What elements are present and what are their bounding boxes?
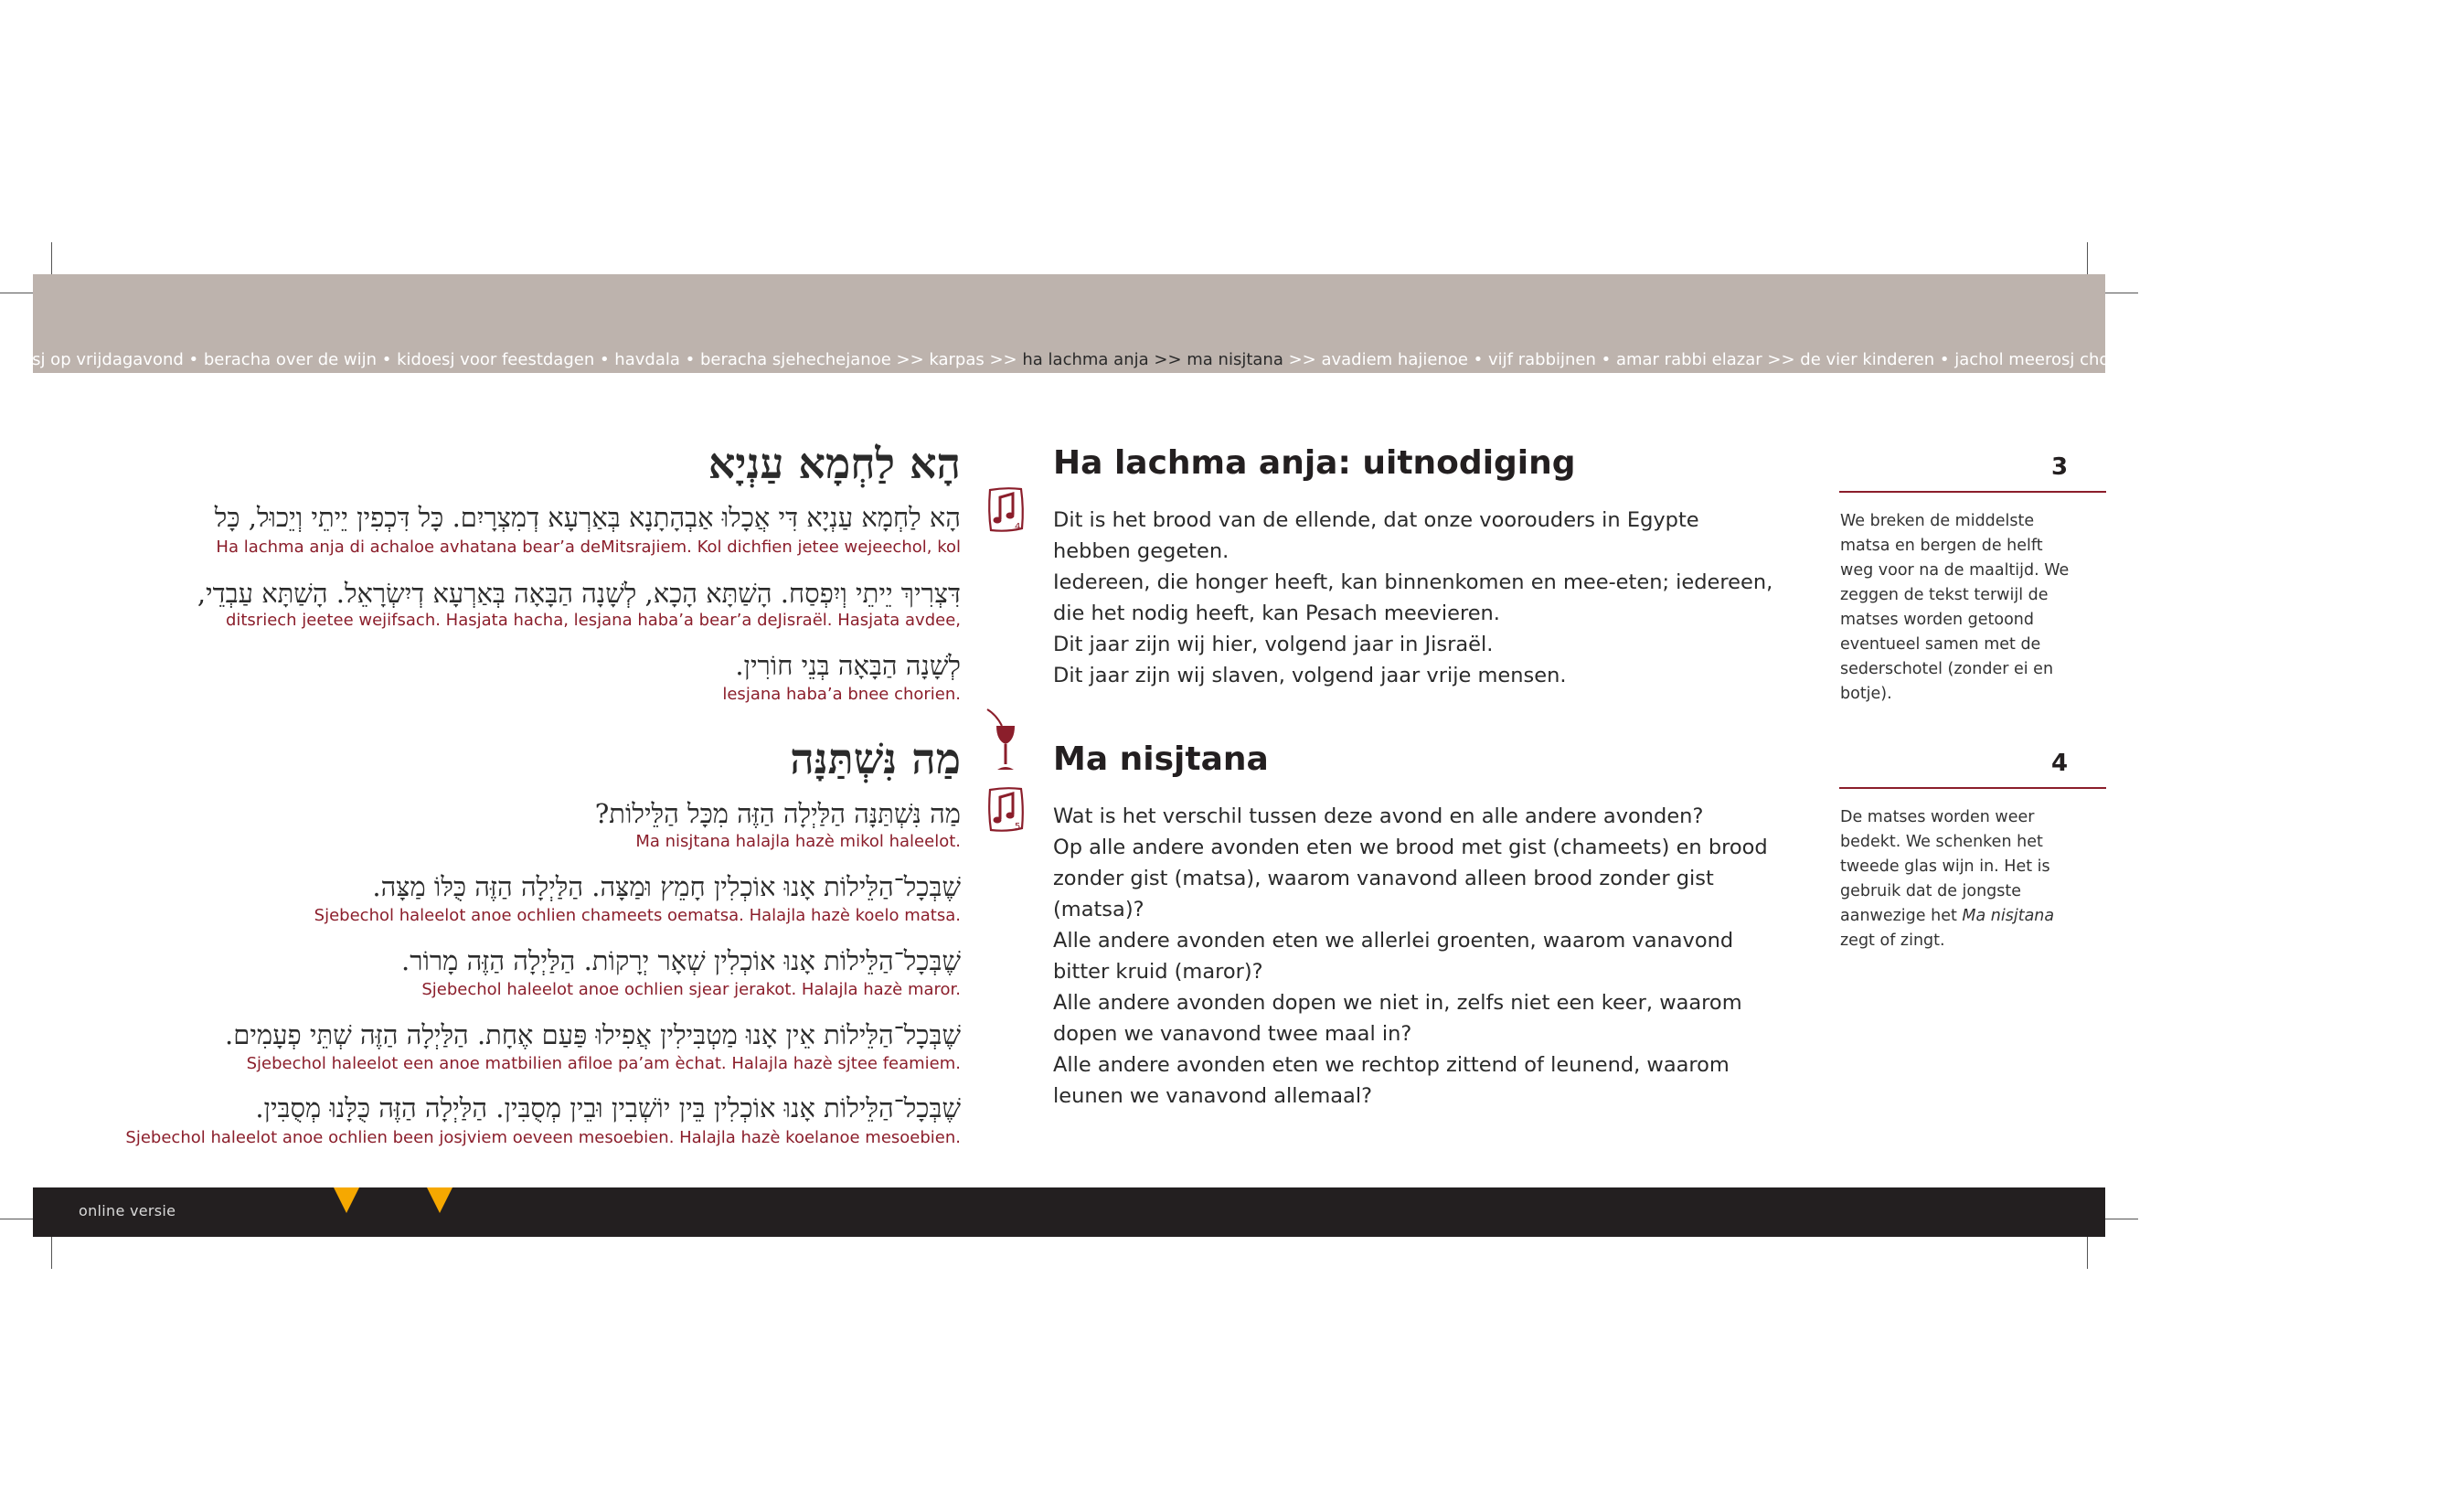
paragraph-line: Alle andere avonden eten we rechtop zittend of leunend, waarom leunen we vanavond allemaal? bbox=[1053, 1053, 1730, 1108]
hebrew-line: הָא לַחְמָא עַנְיָא דִּי אֲכָלוּ אַבְהָתָנָא בְּאַרְעָא דְמִצְרָיִם. כָּל דִּכְפִין יֵיתֵי וְיֵכוּל, כָּל bbox=[214, 502, 961, 533]
icon-number: 4 bbox=[1015, 522, 1021, 532]
paragraph-line: Wat is het verschil tussen deze avond en alle andere avonden? bbox=[1053, 804, 1704, 828]
section-title-2: Ma nisjtana bbox=[1053, 740, 1269, 778]
crop-mark bbox=[51, 1237, 52, 1269]
hebrew-title-1: הָא לַחְמָא עַנְיָא bbox=[708, 439, 961, 488]
transliteration-line: Sjebechol haleelot anoe ochlien sjear jerakot. Halajla hazè maror. bbox=[421, 980, 961, 999]
page-marker-left[interactable] bbox=[334, 1187, 359, 1213]
breadcrumb-previous[interactable]: esj op vrijdagavond • beracha over de wijn • kidoesj voor feestdagen • havdala • beracha sjehechejanoe >> karpas >> bbox=[22, 350, 1023, 369]
paragraph-line: Op alle andere avonden eten we brood met gist (chameets) en brood zonder gist (matsa), waarom vanavond alleen brood zonder gist (matsa)? bbox=[1053, 836, 1768, 921]
breadcrumb-current-1[interactable]: ha lachma anja bbox=[1022, 350, 1149, 369]
page-marker-right[interactable] bbox=[427, 1187, 452, 1213]
hebrew-line: שֶׁבְּכָל־הַלֵּילוֹת אָנוּ אוֹכְלִין חָמֵץ וּמַצָּה. הַלַּיְלָה הַזֶּה כֻּלּוֹ מַצָּה. bbox=[372, 871, 961, 902]
footer-bar bbox=[33, 1187, 2105, 1237]
hebrew-title-2: מַה נִּשְׁתַּנָּה bbox=[790, 734, 961, 783]
paragraph-line: Dit jaar zijn wij slaven, volgend jaar vrije mensen. bbox=[1053, 664, 1567, 687]
transliteration-line: ditsriech jeetee wejifsach. Hasjata hacha, lesjana haba’a bear’a deJisraël. Hasjata avdee, bbox=[225, 611, 961, 630]
section-title-1: Ha lachma anja: uitnodiging bbox=[1053, 444, 1576, 482]
music-note-icon[interactable] bbox=[985, 784, 1027, 836]
side-note-text: zegt of zingt. bbox=[1840, 932, 1945, 950]
hebrew-line: דִּצְרִיךְ יֵיתֵי וְיִפְסַח. הָשַׁתָּא הָכָא, לְשָׁנָה הַבָּאָה בְּאַרְעָא דְיִשְׂרָאֵל. הָשַׁתָּא עַבְדֵי, bbox=[197, 578, 961, 609]
paragraph-2 bbox=[1053, 801, 1775, 1112]
wine-glass-icon bbox=[984, 706, 1029, 779]
hebrew-line: מַה נִּשְׁתַּנָּה הַלַּיְלָה הַזֶּה מִכָּל הַלֵּילוֹת? bbox=[594, 798, 961, 829]
page-number-4: 4 bbox=[2051, 750, 2069, 777]
transliteration-line: Ma nisjtana halajla hazè mikol haleelot. bbox=[635, 832, 961, 851]
divider bbox=[1839, 491, 2106, 493]
page-number-3: 3 bbox=[2051, 453, 2069, 481]
music-note-icon[interactable] bbox=[985, 484, 1027, 536]
hebrew-line: שֶׁבְּכָל־הַלֵּילוֹת אֵין אָנוּ מַטְבִּילִין אֲפִילוּ פַּעַם אֶחָת. הַלַּיְלָה הַזֶּה שְׁתֵּי פְעָמִים. bbox=[225, 1019, 961, 1050]
side-note-italic: Ma nisjtana bbox=[1962, 907, 2055, 925]
divider bbox=[1839, 787, 2106, 789]
side-note-text: De matses worden weer bedekt. We schenken het tweede glas wijn in. Het is gebruik dat de jongste aanwezige het bbox=[1840, 808, 2050, 925]
paragraph-line: Dit jaar zijn wij hier, volgend jaar in Jisraël. bbox=[1053, 633, 1494, 656]
breadcrumb bbox=[22, 349, 2459, 371]
hebrew-line: שֶׁבְּכָל־הַלֵּילוֹת אָנוּ אוֹכְלִין שְׁאָר יְרָקוֹת. הַלַּיְלָה הַזֶּה מָרוֹר. bbox=[401, 945, 961, 976]
breadcrumb-separator: >> bbox=[1148, 350, 1187, 369]
paragraph-line: Alle andere avonden dopen we niet in, zelfs niet een keer, waarom dopen we vanavond twee maal in? bbox=[1053, 991, 1742, 1046]
icon-number: 5 bbox=[1015, 822, 1021, 832]
breadcrumb-next[interactable]: >> avadiem hajienoe • vijf rabbijnen • amar rabbi elazar >> de vier kinderen • jachol meerosj chodesj • het vijfde kind >> mitchila ovdee > bbox=[1283, 350, 2459, 369]
transliteration-line: Sjebechol haleelot anoe ochlien chameets oematsa. Halajla hazè koelo matsa. bbox=[314, 906, 961, 925]
paragraph-line: Alle andere avonden eten we allerlei groenten, waarom vanavond bitter kruid (maror)? bbox=[1053, 929, 1734, 984]
transliteration-line: Sjebechol haleelot een anoe matbilien afiloe pa’am èchat. Halajla hazè sjtee feamiem. bbox=[246, 1054, 961, 1073]
paragraph-1 bbox=[1053, 505, 1775, 691]
crop-mark bbox=[2087, 1237, 2088, 1269]
transliteration-line: Sjebechol haleelot anoe ochlien been josjviem oeveen mesoebien. Halajla hazè koelanoe mesoebien. bbox=[125, 1128, 961, 1147]
hebrew-line: לְשָׁנָה הַבָּאָה בְּנֵי חוֹרִין. bbox=[735, 650, 961, 681]
transliteration-line: lesjana haba’a bnee chorien. bbox=[722, 685, 961, 704]
transliteration-line: Ha lachma anja di achaloe avhatana bear’a deMitsrajiem. Kol dichfien jetee wejeechol, kol bbox=[216, 538, 961, 557]
footer-label: online versie bbox=[79, 1202, 176, 1219]
side-note-2 bbox=[1840, 805, 2078, 953]
side-note-1: We breken de middelste matsa en bergen de helft weg voor na de maaltijd. We zeggen de tekst terwijl de matses worden getoond eventueel samen met de sederschotel (zonder ei en botje). bbox=[1840, 512, 2070, 703]
crop-mark bbox=[51, 242, 52, 274]
paragraph-line: Iedereen, die honger heeft, kan binnenkomen en mee-eten; iedereen, die het nodig heeft, kan Pesach meevieren. bbox=[1053, 570, 1773, 625]
hebrew-line: שֶׁבְּכָל־הַלֵּילוֹת אָנוּ אוֹכְלִין בֵּין יוֹשְׁבִין וּבֵין מְסֻבִּין. הַלַּיְלָה הַזֶּה כֻּלָּנוּ מְסֻבִּין. bbox=[255, 1092, 961, 1123]
crop-mark bbox=[2087, 242, 2088, 274]
breadcrumb-current-2[interactable]: ma nisjtana bbox=[1187, 350, 1283, 369]
paragraph-line: Dit is het brood van de ellende, dat onze voorouders in Egypte hebben gegeten. bbox=[1053, 508, 1699, 563]
